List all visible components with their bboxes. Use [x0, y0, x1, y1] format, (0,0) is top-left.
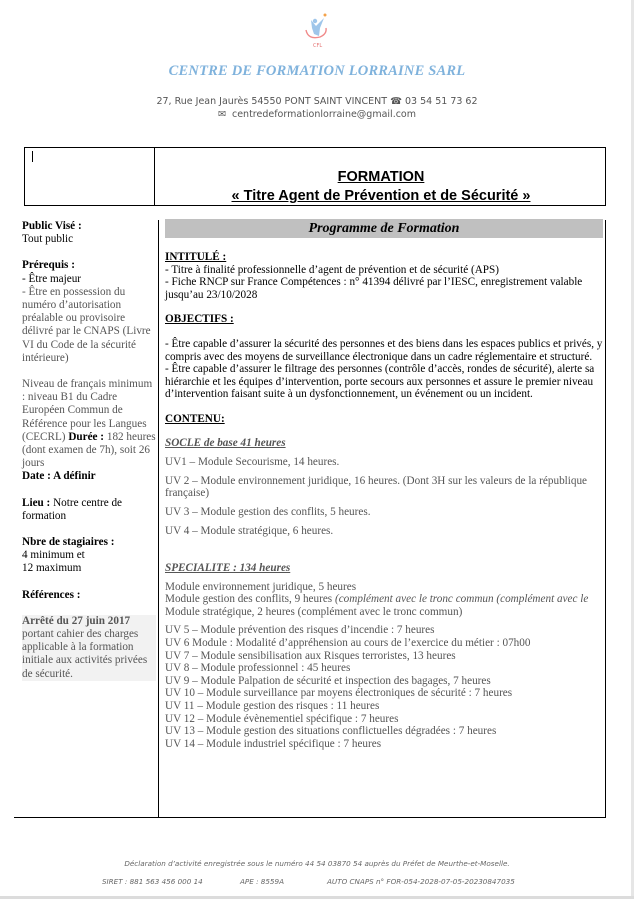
prereq-item: - Être majeur	[22, 272, 82, 285]
footer-ape: APE : 8559A	[240, 877, 284, 886]
uv-item: UV 5 – Module prévention des risques d’incendie : 7 heures	[165, 624, 435, 637]
uv-item: UV 11 – Module gestion des risques : 11 heures	[165, 700, 380, 713]
uv-item: UV 6 Module : Modalité d’appréhension au cours de l’exercice du métier : 07h00	[165, 637, 531, 650]
title-table	[24, 147, 606, 206]
references-label: Références :	[22, 588, 81, 601]
email-icon: ✉	[217, 109, 226, 120]
socle-item: UV 2 – Module environnement juridique, 16 heures. (Dont 3H sur les valeurs de la république française)	[165, 474, 588, 500]
trainees-label: Nbre de stagiaires :	[22, 536, 115, 549]
public-label: Public Visé :	[22, 220, 82, 232]
prereq-item: - Être en possession du numéro d’autorisation préalable ou provisoire délivré par le CNAPS (Livre VI du Code de la sécurité intérieure)	[22, 285, 151, 364]
formation-title	[155, 168, 607, 206]
text-cursor	[32, 151, 33, 162]
email-line	[0, 109, 634, 120]
right-border	[605, 220, 606, 818]
uv-item: UV 13 – Module gestion des situations conflictuelles dégradées : 7 heures	[165, 725, 497, 738]
reference-text	[22, 615, 156, 681]
socle-item: UV 3 – Module gestion des conflits, 5 heures.	[165, 505, 371, 518]
location-label: Lieu :	[22, 496, 51, 509]
intitule-item: - Titre à finalité professionnelle d’agent de prévention et de sécurité (APS)	[165, 263, 499, 276]
uv-item: UV 9 – Module Palpation de sécurité et inspection des bagages, 7 heures	[165, 674, 491, 687]
footer-declaration: Déclaration d’activité enregistrée sous le numéro 44 54 03870 54 auprès du Préfet de Meurthe-et-Moselle.	[124, 859, 510, 868]
program-content	[165, 219, 603, 750]
title-line-1: FORMATION	[337, 169, 425, 185]
trainees-min: 4 minimum et	[22, 549, 85, 562]
duration-label: Durée :	[68, 430, 105, 443]
title-line-2: « Titre Agent de Prévention et de Sécurité »	[231, 188, 531, 204]
uv-item: UV 14 – Module industriel spécifique : 7 heures	[165, 737, 382, 750]
intitule-item: - Fiche RNCP sur France Compétences : n° 41394 délivré par l’IESC, enregistrement valable jusqu’au 23/10/2028	[165, 276, 583, 301]
location-value: Notre centre de formation	[22, 496, 123, 522]
svg-text:CFL: CFL	[313, 43, 323, 49]
uv-item: UV 10 – Module surveillance par moyens électroniques de sécurité : 7 heures	[165, 687, 513, 700]
logo-figure-icon	[302, 10, 332, 50]
uv-item: UV 8 – Module professionnel : 45 heures	[165, 662, 351, 675]
specialite-heading: SPECIALITE : 134 heures	[165, 562, 291, 575]
trainees-max: 12 maximum	[22, 562, 82, 575]
location	[22, 497, 156, 523]
spec-italic: (complément avec le tronc commun (complément avec le	[334, 593, 589, 606]
date-label: Date : A définir	[22, 470, 96, 483]
footer-cnaps: AUTO CNAPS n° FOR-054-2028-07-05-20230847035	[327, 877, 515, 886]
socle-item: UV 4 – Module stratégique, 6 heures.	[165, 524, 334, 537]
sidebar-info	[22, 220, 156, 681]
logo	[302, 10, 332, 50]
french-level-text: Niveau de français minimum : niveau B1 du Cadre Européen Commun de Référence pour les Langues (CECRL)	[22, 378, 153, 443]
prereq-label: Prérequis :	[22, 259, 75, 272]
spec-line: Module environnement juridique, 5 heures	[165, 580, 357, 593]
uv-item: UV 7 – Module sensibilisation aux Risques terroristes, 13 heures	[165, 649, 456, 662]
duration-value: 182 heures (dont examen de 7h), soit 26 jours	[22, 430, 156, 470]
objectifs-heading: OBJECTIFS :	[165, 313, 234, 326]
uv-item: UV 12 – Module évènementiel spécifique : 7 heures	[165, 712, 399, 725]
address-text: 27, Rue Jean Jaurès 54550 PONT SAINT VINCENT	[156, 96, 388, 107]
objectif-item: - Être capable d’assurer la sécurité des personnes et des biens dans les espaces publics et privés, y compris avec des moyens de surveillance électronique dans un cadre réglementaire et structuré.	[165, 337, 603, 363]
reference-bold: Arrêté du 27 juin 2017	[22, 614, 131, 627]
socle-item: UV1 – Module Secourisme, 14 heures.	[165, 456, 340, 469]
company-name: CENTRE DE FORMATION LORRAINE SARL	[168, 63, 466, 79]
phone-number: 03 54 51 73 62	[405, 96, 478, 107]
address-line	[0, 96, 634, 107]
spec-line	[165, 593, 603, 618]
program-heading: Programme de Formation	[165, 219, 603, 238]
contenu-heading: CONTENU:	[165, 412, 225, 425]
french-level	[22, 378, 156, 470]
bottom-border	[14, 817, 606, 818]
public-value: Tout public	[22, 233, 74, 246]
reference-body: portant cahier des charges applicable à la formation initiale aux activités privées de sécurité.	[22, 628, 148, 680]
column-divider	[158, 220, 159, 818]
spec-text: Module gestion des conflits, 9 heures	[165, 593, 335, 606]
spec-text: Module stratégique, 2 heures (complément avec le tronc commun)	[165, 605, 463, 618]
intitule-heading: INTITULÉ :	[165, 251, 227, 263]
objectif-item: - Être capable d’assurer le filtrage des personnes (contrôle d’accès, rondes de sécurité), alerte sa hiérarchie et les équipes d’intervention, porte secours aux personnes et assure le premier niveau d’intervention faisant suite à un dysfonctionnement, un événement ou un incident.	[165, 363, 595, 401]
socle-heading: SOCLE de base 41 heures	[165, 436, 286, 449]
footer-siret: SIRET : 881 563 456 000 14	[102, 877, 203, 886]
email-address[interactable]: centredeformationlorraine@gmail.com	[231, 109, 417, 120]
phone-icon: ☎	[390, 96, 402, 107]
